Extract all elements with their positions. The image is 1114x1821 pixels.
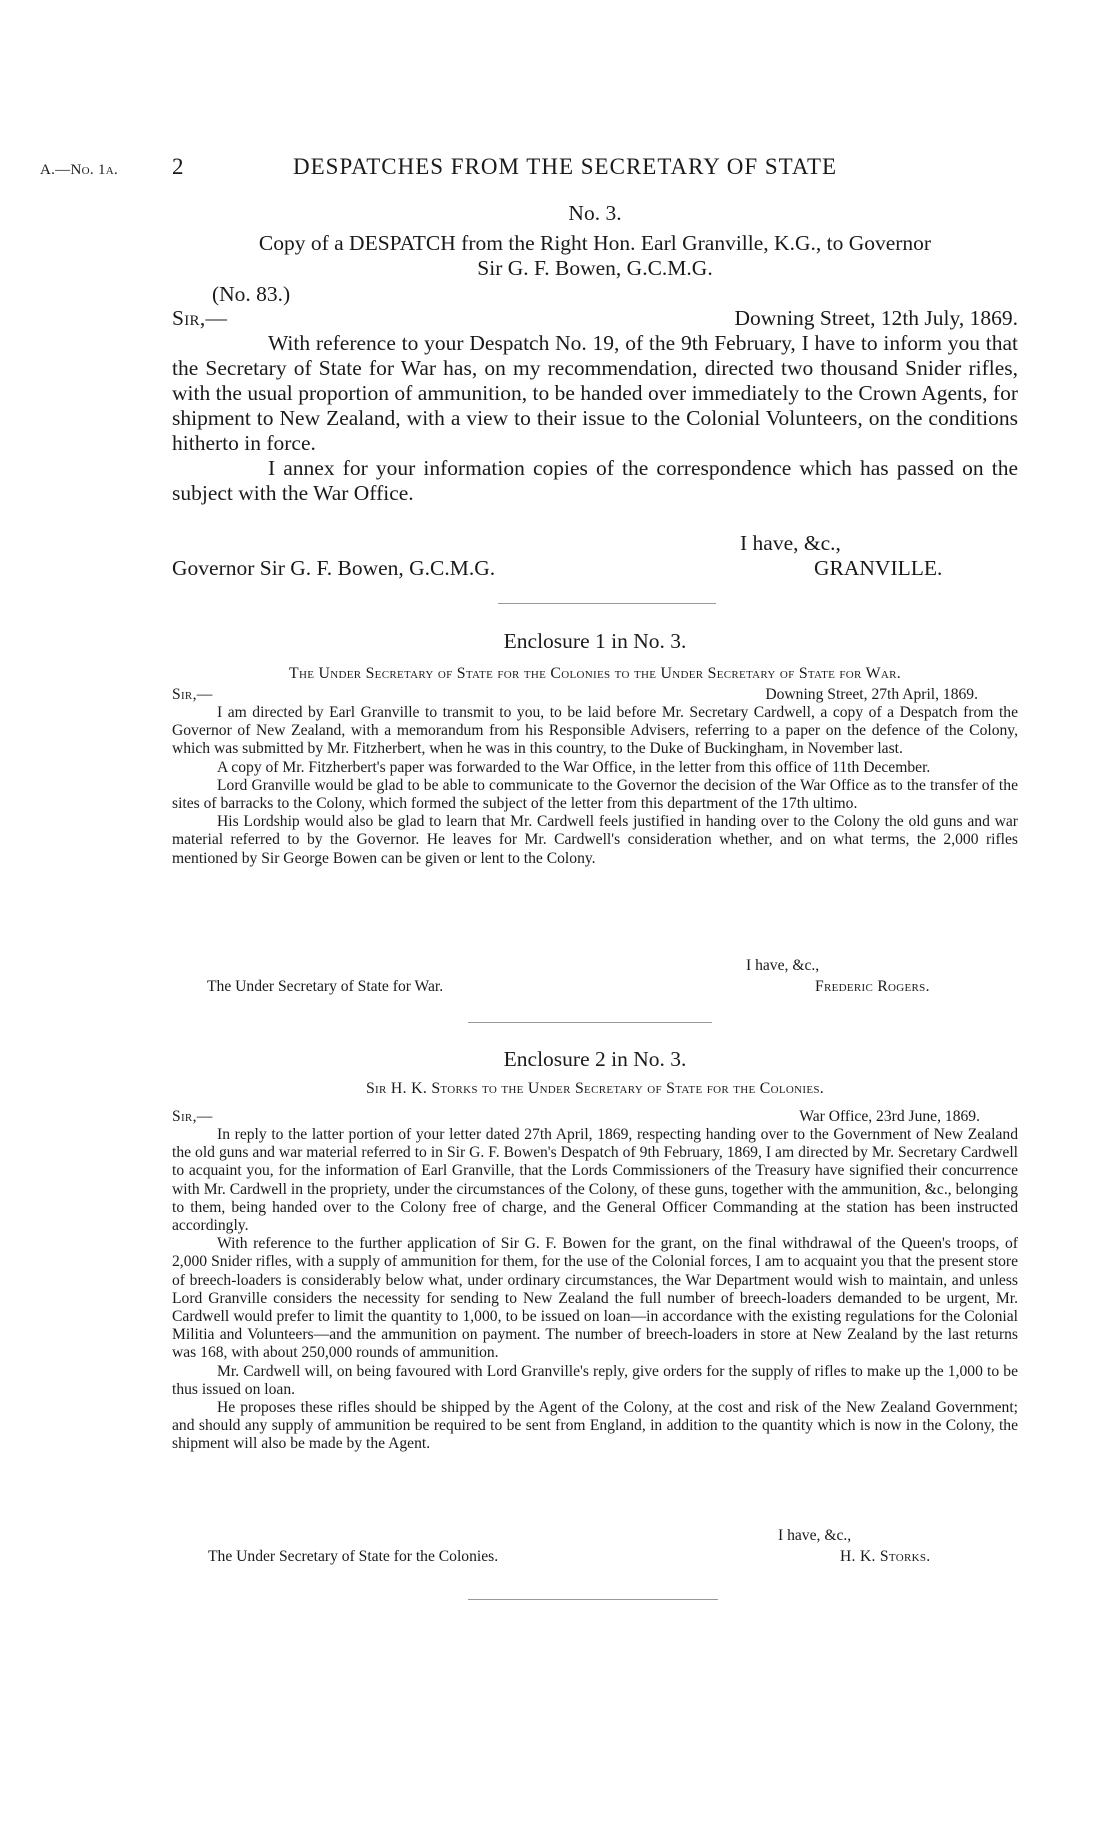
enclosure-1-paragraph-2: A copy of Mr. Fitzherbert's paper was forwarded to the War Office, in the letter from this office of 11th December. xyxy=(217,758,931,776)
place-date: War Office, 23rd June, 1869. xyxy=(799,1108,980,1125)
despatch-body xyxy=(172,331,1018,506)
signature: H. K. Storks. xyxy=(840,1548,931,1565)
signature: GRANVILLE. xyxy=(814,556,943,580)
enclosure-2-subtitle: Sir H. K. Storks to the Under Secretary of State for the Colonies. xyxy=(365,1080,825,1097)
place-date: Downing Street, 12th July, 1869. xyxy=(734,306,1018,330)
addressee: The Under Secretary of State for the Colonies. xyxy=(208,1548,499,1565)
addressee: The Under Secretary of State for War. xyxy=(207,978,444,995)
despatch-paragraph-2: I annex for your information copies of the correspondence which has passed on the subject with the War Office. xyxy=(172,456,1018,505)
salutation: Sir,— xyxy=(172,686,213,703)
divider xyxy=(468,1599,718,1600)
enclosure-2-paragraph-2: With reference to the further application of Sir G. F. Bowen for the grant, on the final withdrawal of the Queen's troops, of 2,000 Snider rifles, with a supply of ammunition for them, for the use of the Colonial forces, I am to acquaint you that the present store of breech-loaders is considerably below what, under ordinary circumstances, the War Department would wish to maintain, and unless Lord Granville considers the necessity for sending to New Zealand the full number of breech-loaders demanded to be urgent, Mr. Cardwell would prefer to limit the quantity to 1,000, to be issued on loan—in accordance with the existing regulations for the Colonial Militia and Volunteers—and the ammunition on payment. The number of breech-loaders in store at New Zealand by the last returns was 168, with about 250,000 rounds of ammunition. xyxy=(172,1235,1018,1362)
enclosure-1-paragraph-3: Lord Granville would be glad to be able to communicate to the Governor the decision of the War Office as to the transfer of the sites of barracks to the Colony, which formed the subject of the letter from this department of the 17th ultimo. xyxy=(172,776,1018,813)
divider xyxy=(468,1022,712,1023)
enclosure-2-paragraph-4: He proposes these rifles should be shipped by the Agent of the Colony, at the cost and risk of the New Zealand Government; and should any supply of ammunition be required to be sent from England, in addition to the quantity which is now in the Colony, the shipment will also be made by the Agent. xyxy=(172,1399,1018,1453)
document-reference: A.—No. 1a. xyxy=(40,162,119,178)
enclosure-1-salutation-row xyxy=(172,686,1018,705)
salutation: Sir,— xyxy=(172,306,228,330)
enclosure-2-salutation-row xyxy=(172,1108,1018,1127)
enclosure-2-signoff-row xyxy=(172,1548,1018,1567)
enclosure-2-paragraph-3: Mr. Cardwell will, on being favoured with Lord Granville's reply, give orders for the supply of rifles to make up the 1,000 to be thus issued on loan. xyxy=(172,1362,1018,1398)
running-title: DESPATCHES FROM THE SECRETARY OF STATE xyxy=(293,154,838,179)
enclosure-1-body xyxy=(172,704,1018,868)
despatch-salutation-row xyxy=(172,306,1018,332)
enclosure-1-subtitle: The Under Secretary of State for the Colonies to the Under Secretary of State for War. xyxy=(289,665,901,682)
enclosure-2-paragraph-1: In reply to the latter portion of your letter dated 27th April, 1869, respecting handing over to the Government of New Zealand the old guns and war material referred to in Sir G. F. Bowen's Despatch of 9th February, 1869, I am directed by Mr. Secretary Cardwell to acquaint you, for the information of Earl Granville, that the Lords Commissioners of the Treasury have signified their concurrence with Mr. Cardwell in the propriety, under the circumstances of the Colony, of these guns, together with the ammunition, &c., belonging to them, being handed over to the Colony free of charge, and the General Officer Commanding at the station has been instructed accordingly. xyxy=(172,1126,1018,1235)
despatch-heading-line-2: Sir G. F. Bowen, G.C.M.G. xyxy=(477,256,713,280)
despatch-no: (No. 83.) xyxy=(212,282,291,306)
divider xyxy=(498,603,716,604)
enclosure-2-closing: I have, &c., xyxy=(778,1527,852,1544)
enclosure-1-signoff-row xyxy=(172,978,1018,997)
enclosure-2-body xyxy=(172,1126,1018,1454)
enclosure-1-paragraph-4: His Lordship would also be glad to learn that Mr. Cardwell feels justified in handing over to the Colony the old guns and war material referred to by the Governor. He leaves for Mr. Cardwell's consideration whether, and on what terms, the 2,000 rifles mentioned by Sir George Bowen can be given or lent to the Colony. xyxy=(172,813,1018,867)
despatch-number: No. 3. xyxy=(568,201,622,225)
page-number: 2 xyxy=(172,154,184,179)
place-date: Downing Street, 27th April, 1869. xyxy=(765,686,978,703)
page-header xyxy=(40,152,1080,182)
despatch-paragraph-1: With reference to your Despatch No. 19, of the 9th February, I have to inform you that the Secretary of State for War has, on my recommendation, directed two thousand Snider rifles, with the usual proportion of ammunition, to be handed over immediately to the Crown Agents, for shipment to New Zealand, with a view to their issue to the Colonial Volunteers, on the conditions hitherto in force. xyxy=(172,331,1018,455)
signature: Frederic Rogers. xyxy=(815,978,930,995)
addressee: Governor Sir G. F. Bowen, G.C.M.G. xyxy=(172,556,496,580)
enclosure-1-closing: I have, &c., xyxy=(746,957,820,974)
despatch-heading-line-1: Copy of a DESPATCH from the Right Hon. Earl Granville, K.G., to Governor xyxy=(258,231,932,255)
salutation: Sir,— xyxy=(172,1108,213,1125)
enclosure-1-title: Enclosure 1 in No. 3. xyxy=(503,629,687,653)
despatch-signoff-row xyxy=(172,556,1018,582)
enclosure-1-paragraph-1: I am directed by Earl Granville to transmit to you, to be laid before Mr. Secretary Cardwell, a copy of a Despatch from the Governor of New Zealand, with a memorandum from his Responsible Advisers, referring to a paper on the defence of the Colony, which was submitted by Mr. Fitzherbert, when he was in this country, to the Duke of Buckingham, in November last. xyxy=(172,704,1018,758)
enclosure-2-title: Enclosure 2 in No. 3. xyxy=(503,1047,687,1071)
despatch-closing: I have, &c., xyxy=(740,531,841,555)
